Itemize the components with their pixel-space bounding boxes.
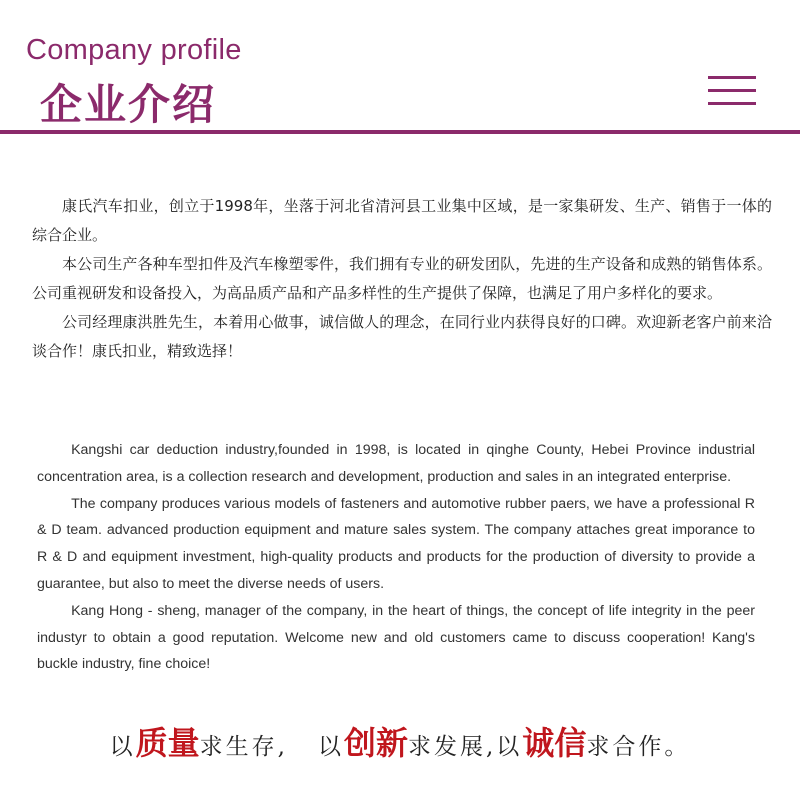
slogan-highlight-innovation: 创新 [343, 724, 408, 762]
english-paragraph: Kangshi car deduction industry,founded in 1998, is located in qinghe County, Hebei Province industrial concentration area, is a collection research and development, production and sales in an integrated enterprise. [37, 442, 755, 485]
menu-icon-bar [708, 89, 756, 92]
title-chinese: 企业介绍 [40, 80, 217, 129]
menu-icon-bar [708, 76, 756, 79]
slogan-text: 求合作。 [586, 734, 691, 760]
slogan-highlight-integrity: 诚信 [522, 724, 587, 762]
english-paragraph: The company produces various models of fasteners and automotive rubber paers, we have a professional R & D team. advanced production equipment and mature sales system. The company attaches great imporance to R & D and equipment investment, high-quality products and products for the production of diversity to provide a guarantee, but also to meet the diverse needs of users. [37, 495, 755, 592]
chinese-paragraph: 公司经理康洪胜先生，本着用心做事，诚信做人的理念，在同行业内获得良好的口碑。欢迎新老客户前来洽谈合作！康氏扣业，精致选择！ [32, 313, 772, 360]
header-divider [0, 130, 800, 134]
slogan-highlight-quality: 质量 [135, 724, 200, 762]
menu-icon[interactable] [708, 76, 756, 106]
company-slogan [0, 718, 800, 778]
english-paragraph: Kang Hong - sheng, manager of the company, in the heart of things, the concept of life integrity in the peer industyr to obtain a good reputation. Welcome new and old customers came to discuss cooperation! Kang's buckle industry, fine choice! [37, 602, 755, 673]
chinese-intro [32, 192, 772, 366]
header [0, 0, 800, 140]
chinese-paragraph: 康氏汽车扣业，创立于1998年，坐落于河北省清河县工业集中区域，是一家集研发、生产、销售于一体的综合企业。 [32, 197, 772, 244]
title-english: Company profile [26, 34, 242, 66]
slogan-text: 求生存, [199, 734, 288, 760]
slogan-text: 求发展,以 [408, 734, 523, 760]
chinese-paragraph: 本公司生产各种车型扣件及汽车橡塑零件，我们拥有专业的研发团队，先进的生产设备和成熟的销售体系。公司重视研发和设备投入，为高品质产品和产品多样性的生产提供了保障，也满足了用户多样化的要求。 [32, 255, 772, 302]
slogan-text: 以 [317, 734, 344, 760]
english-intro [37, 437, 755, 678]
slogan-text: 以 [109, 734, 136, 760]
menu-icon-bar [708, 102, 756, 105]
